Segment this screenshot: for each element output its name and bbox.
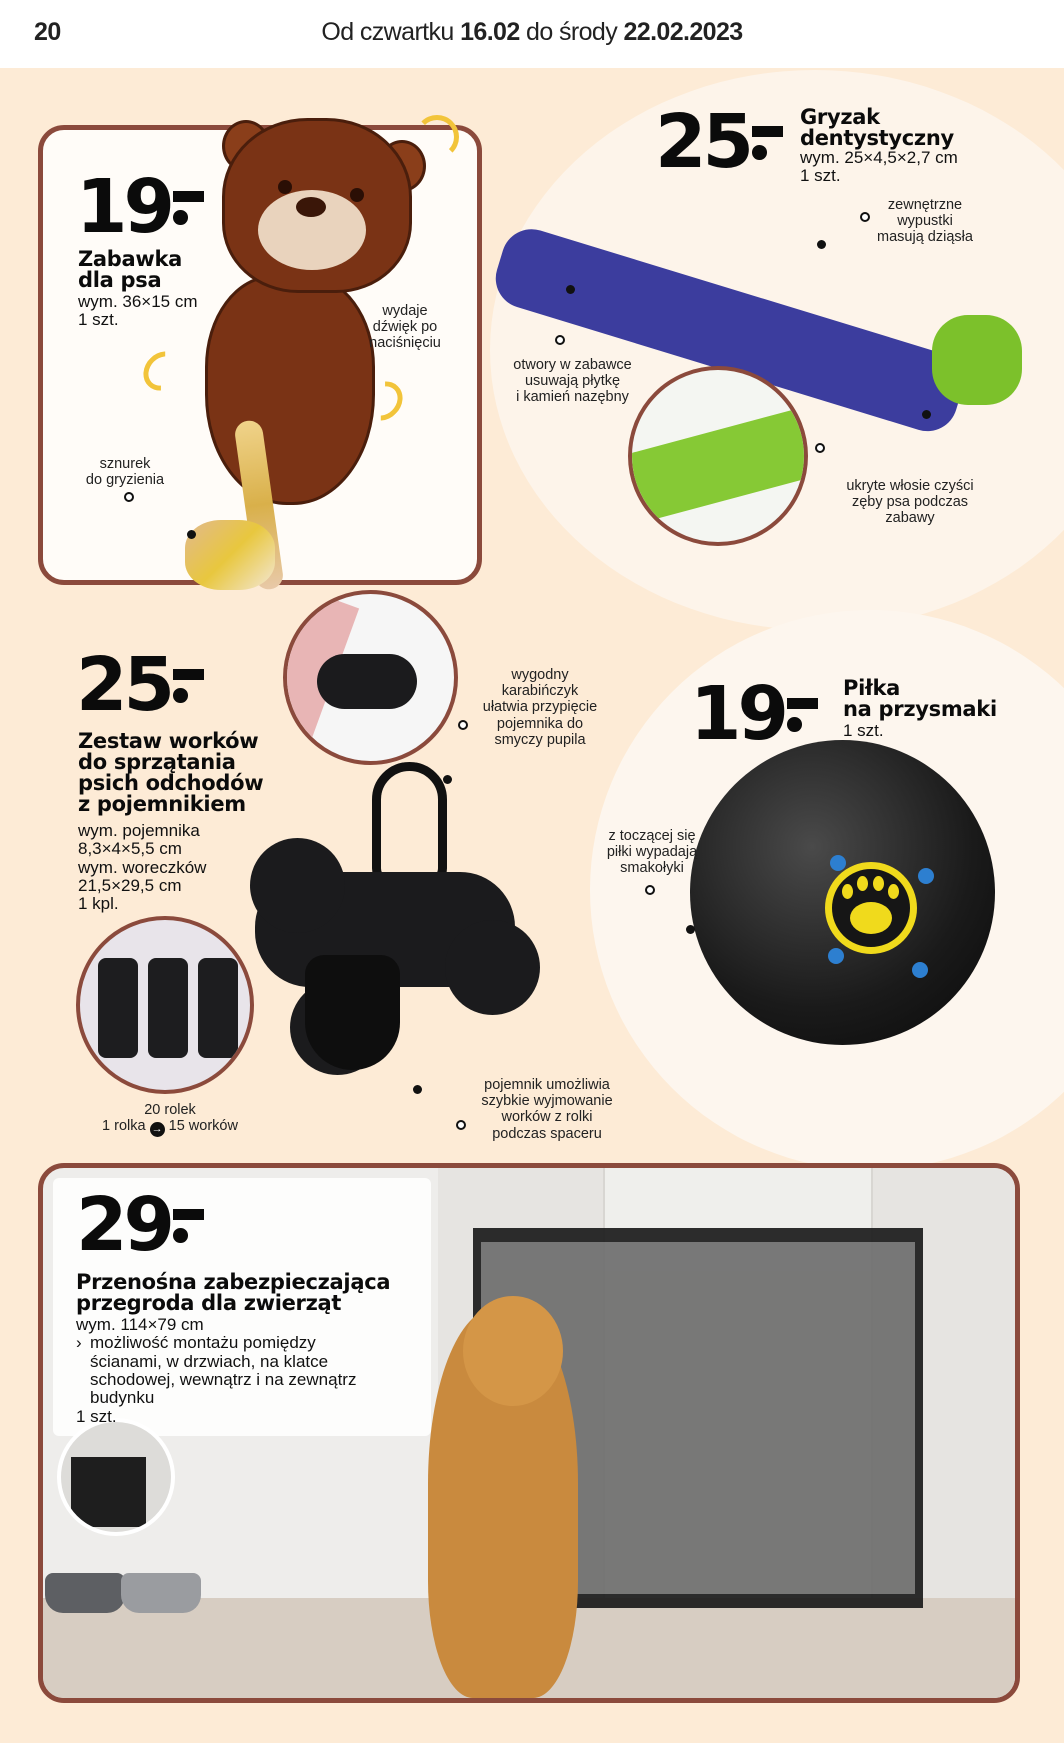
date-from: 16.02 [460,18,520,46]
price: 29 [76,1182,171,1268]
validity-dates [0,18,1064,47]
bone-lobe [445,920,540,1015]
date-to: 22.02.2023 [623,18,743,46]
feature-note-holes: otwory w zabawce usuwają płytkę i kamień nazębny [513,357,632,406]
dog-bowl [121,1573,201,1613]
callout-dot [124,492,134,502]
product-spec: wym. 36×15 cm 1 szt. [78,292,198,330]
paw-toe [857,876,868,891]
product-spec: 1 szt. [843,721,884,740]
page-header [0,0,1064,68]
callout-dot [413,1085,422,1094]
product-spec: wym. pojemnika 8,3×4×5,5 cm wym. woreczków 21,5×29,5 cm 1 kpl. [78,821,207,914]
callout-dot [443,775,452,784]
ball-stud [830,855,846,871]
callout-dot [456,1120,466,1130]
ball-stud [912,962,928,978]
product-title: Gryzak dentystyczny [800,105,954,150]
callout-dot [815,443,825,453]
bone-dispenser-shape [317,654,417,709]
product-spec: wym. 114×79 cm › możliwość montażu pomiędzy ścianami, w drzwiach, na klatce schodowej, wewnątrz i na zewnątrz budynku 1 szt. [76,1315,357,1426]
feature-note-treats: z toczącej się piłki wypadają smakołyki [606,828,698,877]
callout-dot [566,285,575,294]
price: 19 [690,671,785,757]
feature-note-dispense: pojemnik umożliwia szybkie wyjmowanie worków z rolki podczas spaceru [481,1077,613,1142]
callout-dot [860,212,870,222]
feature-note-nubs: zewnętrzne wypustki masują dziąsła [877,197,973,246]
sound-wave-icon [415,115,459,159]
bag-rolls-photo [76,916,254,1094]
folded-gate-shape [71,1457,146,1527]
dog-head [463,1296,563,1406]
carabiner-closeup-photo [283,590,458,765]
gate-storage-closeup [57,1418,175,1536]
dog-bowl [45,1573,125,1613]
feature-note-carabiner: wygodny karabińczyk ułatwia przypięcie pojemnika do smyczy pupila [482,667,598,748]
rope-knot [185,520,275,590]
feature-note-rope: sznurek do gryzienia [85,456,165,489]
bag-roll [148,958,188,1058]
product-title: Zabawka dla psa [78,247,183,292]
product-title: Zestaw worków do sprzątania psich odchodów z pojemnikiem [78,729,264,816]
page-number: 20 [34,18,61,46]
bullet-chevron-icon: › [76,1333,82,1353]
bag-roll [198,958,238,1058]
paw-toe [873,876,884,891]
price: 25 [655,99,750,185]
bear-eye [278,180,292,194]
dental-chew-green-end [932,315,1022,405]
product-spec: wym. 25×4,5×2,7 cm 1 szt. [800,148,958,186]
paw-toe [842,884,853,899]
bear-nose [296,197,326,217]
callout-dot [686,925,695,934]
callout-dot [922,410,931,419]
date-prefix: Od czwartku [321,18,454,46]
feature-note-bristles: ukryte włosie czyści zęby psa podczas zabawy [846,478,974,527]
date-mid: do środy [526,18,618,46]
bag-hanging [305,955,400,1070]
bristles-closeup-photo [628,366,808,546]
ball-stud [918,868,934,884]
callout-dot [555,335,565,345]
feature-bullet: › możliwość montażu pomiędzy ścianami, w drzwiach, na klatce schodowej, wewnątrz i na zewnątrz budynku [76,1333,357,1408]
bag-roll [98,958,138,1058]
ball-stud [828,948,844,964]
paw-icon [850,902,892,934]
rolls-info: 20 rolek 1 rolka → 15 worków [102,1102,238,1136]
paw-toe [888,884,899,899]
bone-lobe [250,838,345,933]
arrow-right-icon: → [151,1123,163,1136]
product-title: Piłka na przysmaki [843,676,997,721]
price: 25 [76,642,171,728]
callout-dot [645,885,655,895]
callout-dot [187,530,196,539]
bear-body [205,275,375,505]
green-bristle-shape [628,405,808,524]
carabiner-shape [372,762,447,887]
product-title: Przenośna zabezpieczająca przegroda dla zwierząt [76,1270,391,1315]
feature-note-sound: wydaje dźwięk po naciśnięciu [369,303,441,352]
bear-eye [350,188,364,202]
callout-dot [817,240,826,249]
callout-dot [458,720,468,730]
price: 19 [76,164,171,250]
